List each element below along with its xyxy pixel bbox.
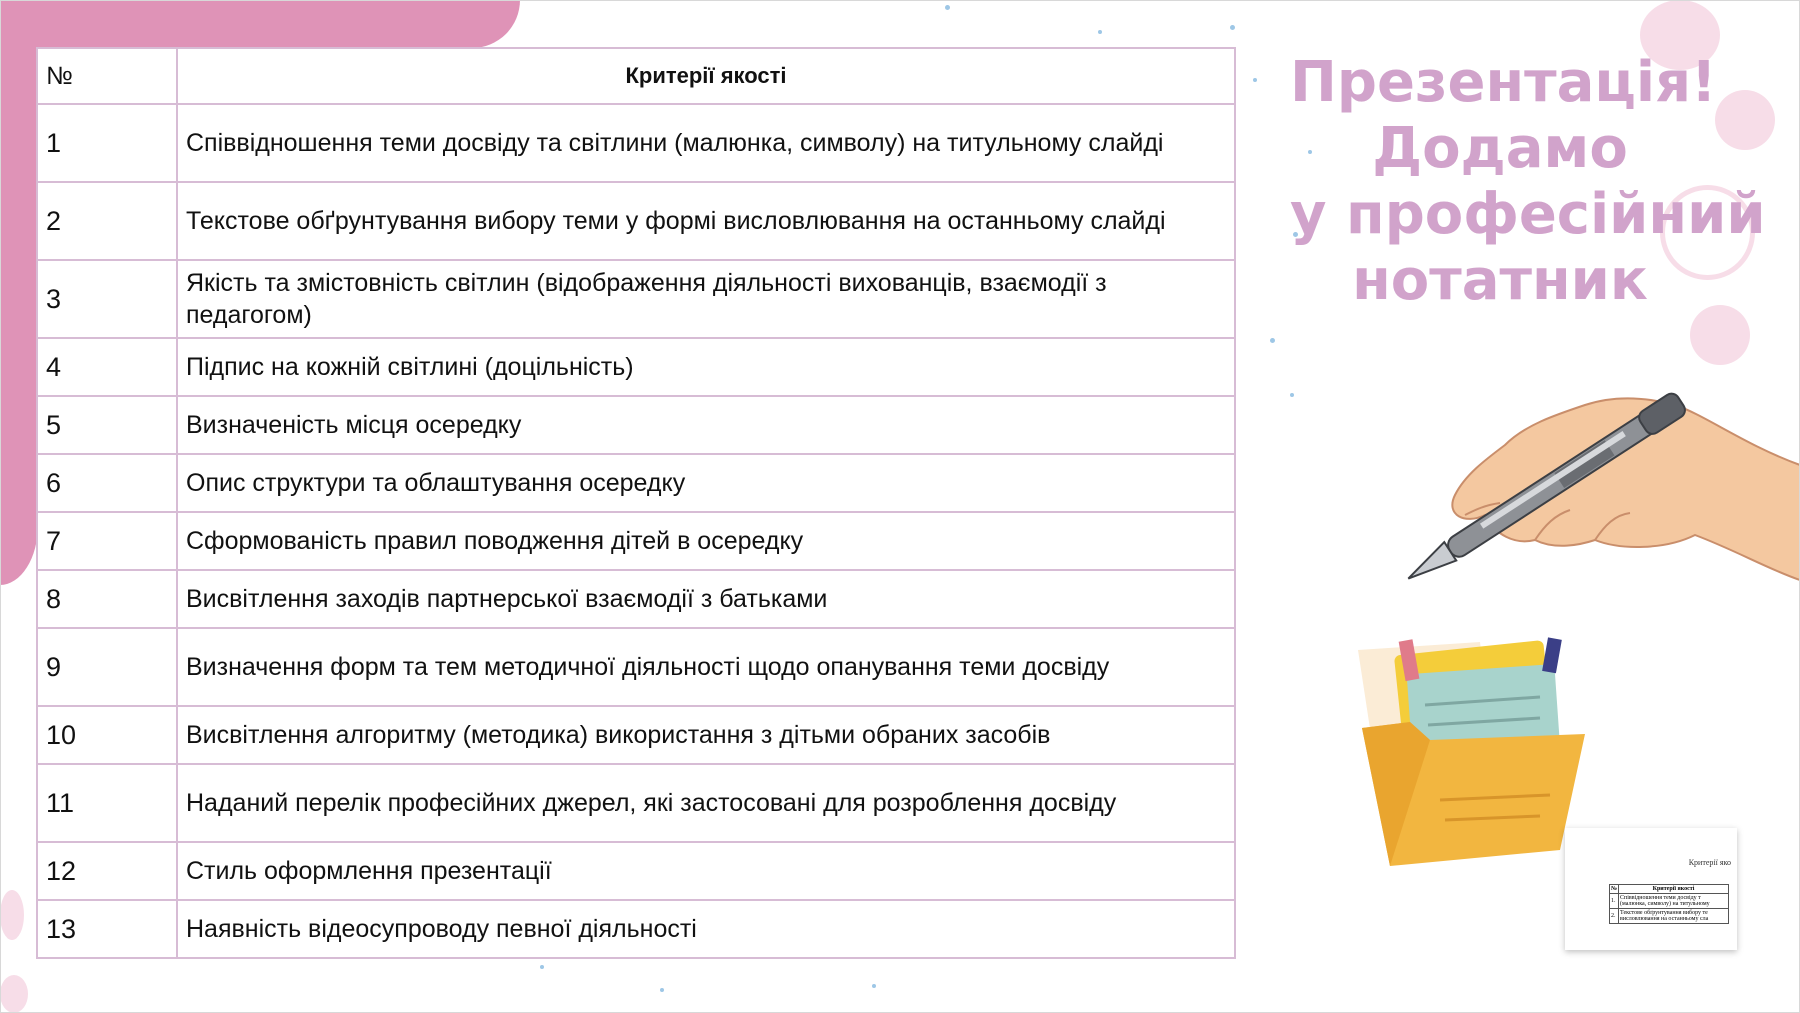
folder-icon [1350,630,1590,870]
decorative-dot [1098,30,1102,34]
decorative-circle [1715,90,1775,150]
criteria-table [36,47,1236,959]
row-criterion: Текстове обґрунтування вибору теми у формі висловлювання на останньому слайді [177,182,1235,260]
row-criterion: Визначення форм та тем методичної діяльності щодо опанування теми досвіду [177,628,1235,706]
row-number: 11 [37,764,177,842]
decorative-dot [1230,25,1235,30]
decorative-dot [1290,393,1294,397]
row-criterion: Висвітлення алгоритму (методика) використання з дітьми обраних засобів [177,706,1235,764]
table-row [37,842,1235,900]
table-row [37,706,1235,764]
thumbnail-row-number: 1. [1610,894,1619,909]
row-criterion: Наданий перелік професійних джерел, які застосовані для розроблення досвіду [177,764,1235,842]
table-row [37,628,1235,706]
decorative-dot [540,965,544,969]
row-number: 2 [37,182,177,260]
table-row [37,454,1235,512]
thumbnail-header-number: № [1611,886,1618,892]
row-criterion: Сформованість правил поводження дітей в осередку [177,512,1235,570]
row-criterion: Визначеність місця осередку [177,396,1235,454]
thumbnail-header-criteria: Критерії якості [1619,885,1729,894]
row-number: 8 [37,570,177,628]
table-row [37,764,1235,842]
decorative-pink-side [0,0,38,585]
row-criterion: Опис структури та облаштування осередку [177,454,1235,512]
decorative-dot [660,988,664,992]
title-line: Презентація! [1290,50,1717,115]
decorative-dot [1270,338,1275,343]
row-criterion: Підпис на кожній світлині (доцільність) [177,338,1235,396]
table-row [37,104,1235,182]
decorative-dot [1253,78,1257,82]
row-criterion: Висвітлення заходів партнерської взаємодії з батьками [177,570,1235,628]
row-number: 10 [37,706,177,764]
row-criterion: Стиль оформлення презентації [177,842,1235,900]
table-row [37,396,1235,454]
decorative-dot [945,5,950,10]
row-criterion: Співвідношення теми досвіду та світлини (малюнка, символу) на титульному слайді [177,104,1235,182]
row-number: 13 [37,900,177,958]
slide-title [1290,50,1766,314]
table-row [37,260,1235,338]
column-header-criteria: Критерії якості [177,48,1235,104]
decorative-circle [0,890,24,940]
document-thumbnail [1565,828,1737,950]
table-row [37,182,1235,260]
row-number: 7 [37,512,177,570]
title-line: Додамо [1372,116,1628,181]
thumbnail-table [1609,884,1729,924]
thumbnail-title: Критерії яко [1688,858,1731,867]
table-row [37,570,1235,628]
row-criterion: Наявність відеосупроводу певної діяльності [177,900,1235,958]
table-header-row [37,48,1235,104]
column-header-number: № [37,48,177,104]
row-number: 6 [37,454,177,512]
decorative-circle [0,975,28,1013]
row-criterion: Якість та змістовність світлин (відображення діяльності вихованців, взаємодії з педагогом) [177,260,1235,338]
thumbnail-row-text: Співвідношення теми досвіду т (малюнка, символу) на титульному [1619,894,1729,909]
row-number: 12 [37,842,177,900]
decorative-dot [872,984,876,988]
row-number: 1 [37,104,177,182]
table-row [37,512,1235,570]
row-number: 4 [37,338,177,396]
row-number: 5 [37,396,177,454]
decorative-pink-band [0,0,520,48]
row-number: 9 [37,628,177,706]
decorative-circle [1690,305,1750,365]
title-line: у професійний [1290,182,1766,247]
table-row [37,338,1235,396]
row-number: 3 [37,260,177,338]
title-line: нотатник [1352,248,1648,313]
thumbnail-row-number: 2. [1610,909,1619,924]
table-row [37,900,1235,958]
thumbnail-row-text: Текстове обґрунтування вибору те висловлювання на останньому сла [1619,909,1729,924]
hand-with-pen-icon [1405,365,1800,630]
